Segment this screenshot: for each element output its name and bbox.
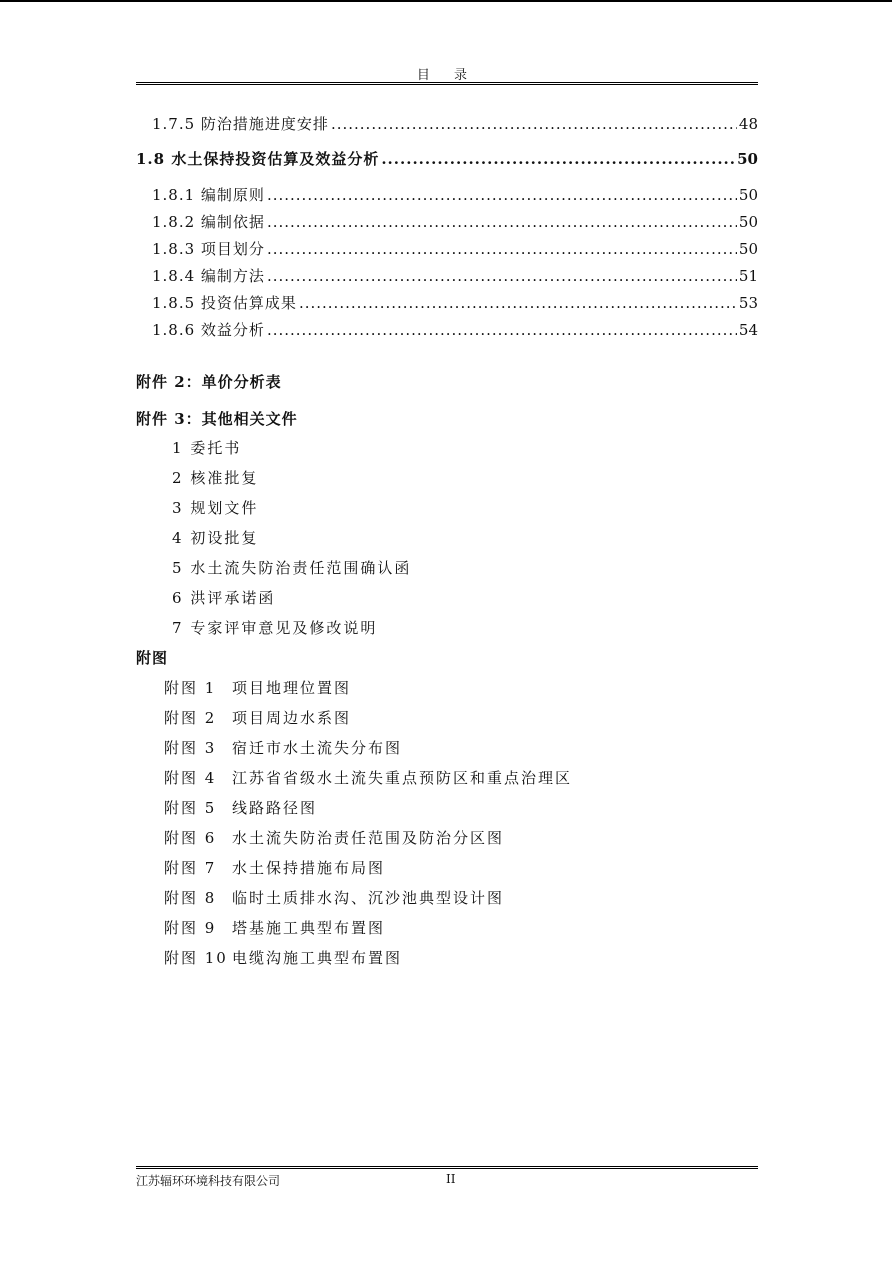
toc-title: 1.8.1 编制原则: [152, 186, 265, 204]
toc-leader-dots: [267, 320, 737, 340]
toc-row-1-8[interactable]: [136, 149, 758, 169]
top-border: [0, 0, 892, 2]
toc-leader-dots: [331, 114, 737, 134]
figure-item: 附图 7 水土保持措施布局图: [164, 859, 386, 877]
annex-item: 3 规划文件: [172, 499, 259, 517]
annex-item: 5 水土流失防治责任范围确认函: [172, 559, 412, 577]
annex-2-heading: 附件 2：单价分析表: [136, 373, 282, 391]
toc-row-1-8-5[interactable]: [152, 293, 758, 313]
toc-page-number: 50: [738, 240, 758, 258]
footer-page-number: II: [446, 1172, 456, 1186]
toc-title: 1.8.3 项目划分: [152, 240, 265, 258]
header-rule: [136, 82, 758, 85]
toc-page-number: 50: [738, 213, 758, 231]
toc-title: 1.8.5 投资估算成果: [152, 294, 297, 312]
toc-title: 1.8.6 效益分析: [152, 321, 265, 339]
annex-item: 6 洪评承诺函: [172, 589, 276, 607]
toc-page-number: 48: [738, 115, 758, 133]
toc-title: 1.7.5 防治措施进度安排: [152, 115, 329, 133]
annex-item: 2 核准批复: [172, 469, 259, 487]
toc-row-1-8-4[interactable]: [152, 266, 758, 286]
toc-title: 1.8.2 编制依据: [152, 213, 265, 231]
figure-item: 附图 5 线路路径图: [164, 799, 318, 817]
toc-title: 1.8.4 编制方法: [152, 267, 265, 285]
figure-item: 附图 10 电缆沟施工典型布置图: [164, 949, 403, 967]
toc-row-1-8-6[interactable]: [152, 320, 758, 340]
toc-leader-dots: [381, 149, 735, 169]
toc-page-number: 50: [738, 186, 758, 204]
toc-row-1-7-5[interactable]: [152, 114, 758, 134]
toc-title: 1.8 水土保持投资估算及效益分析: [136, 150, 380, 168]
figure-item: 附图 8 临时土质排水沟、沉沙池典型设计图: [164, 889, 505, 907]
toc-leader-dots: [267, 239, 737, 259]
toc-page-number: 51: [738, 267, 758, 285]
figures-heading: 附图: [136, 649, 169, 667]
toc-leader-dots: [299, 293, 737, 313]
figure-item: 附图 3 宿迁市水土流失分布图: [164, 739, 403, 757]
toc-leader-dots: [267, 212, 737, 232]
annex-3-heading: 附件 3：其他相关文件: [136, 410, 298, 428]
toc-page-number: 53: [738, 294, 758, 312]
figure-item: 附图 4 江苏省省级水土流失重点预防区和重点治理区: [164, 769, 573, 787]
toc-row-1-8-1[interactable]: [152, 185, 758, 205]
annex-item: 1 委托书: [172, 439, 242, 457]
annex-item: 4 初设批复: [172, 529, 259, 547]
toc-row-1-8-2[interactable]: [152, 212, 758, 232]
toc-page-number: 54: [738, 321, 758, 339]
toc-page-number: 50: [737, 150, 758, 168]
footer-rule: [136, 1166, 758, 1169]
annex-item: 7 专家评审意见及修改说明: [172, 619, 378, 637]
toc-row-1-8-3[interactable]: [152, 239, 758, 259]
figure-item: 附图 1 项目地理位置图: [164, 679, 352, 697]
toc-leader-dots: [267, 185, 737, 205]
footer-company: 江苏辐环环境科技有限公司: [136, 1174, 281, 1188]
figure-item: 附图 6 水土流失防治责任范围及防治分区图: [164, 829, 505, 847]
figure-item: 附图 9 塔基施工典型布置图: [164, 919, 386, 937]
toc-leader-dots: [267, 266, 737, 286]
page-header-title: 目 录: [416, 68, 478, 83]
figure-item: 附图 2 项目周边水系图: [164, 709, 352, 727]
